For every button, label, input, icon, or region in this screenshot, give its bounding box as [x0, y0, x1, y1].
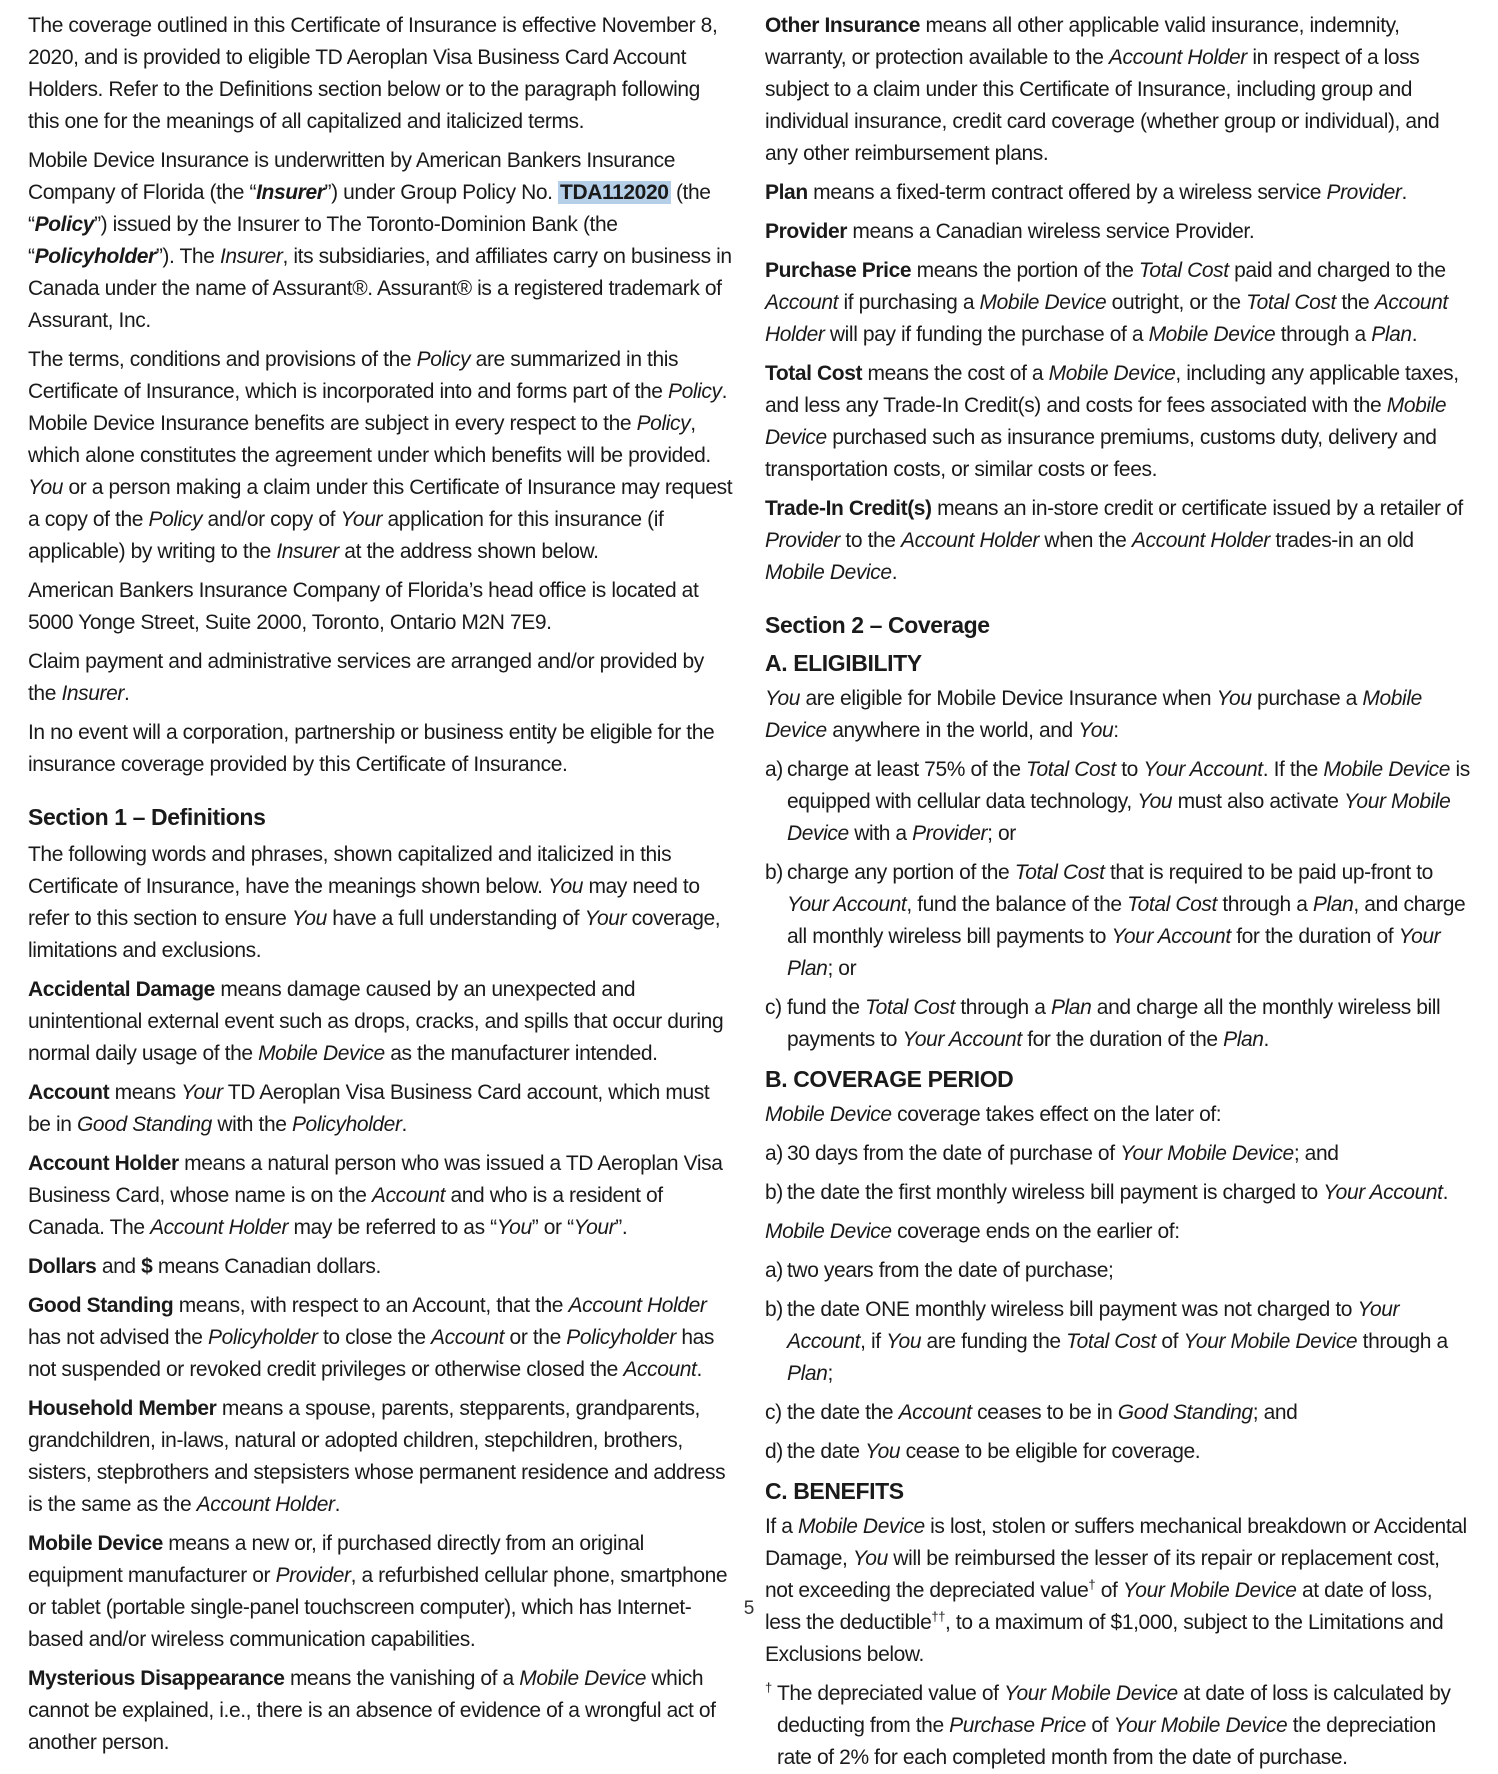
definition-mobile-device: Mobile Device means a new or, if purchased directly from an original equipment manufacturer or Provider, a refurbished cellular phone, smartphone or tablet (portable single-panel touchscreen computer), which has Internet-based and/or wireless communication capabilities.: [28, 1532, 728, 1651]
benefits-paragraph: If a Mobile Device is lost, stolen or suffers mechanical breakdown or Accidental Damage, You will be reimbursed the lesser of its repair or replacement cost, not exceeding the depreciated value† of Your Mobile Device at date of loss, less the deductible††, to a maximum of $1,000, subject to the Limitations and Exclusions below.: [765, 1515, 1467, 1666]
list-item: b) the date ONE monthly wireless bill payment was not charged to Your Account, if You are funding the Total Cost of Your Mobile Device through a Plan;: [765, 1298, 1448, 1385]
coverage-period-heading: B. COVERAGE PERIOD: [765, 1066, 1014, 1092]
list-item: a) two years from the date of purchase;: [765, 1259, 1114, 1282]
definition-mysterious-disappearance: Mysterious Disappearance means the vanishing of a Mobile Device which cannot be explained, i.e., there is an absence of evidence of a wrongful act of another person.: [28, 1667, 716, 1754]
list-item: c) the date the Account ceases to be in Good Standing; and: [765, 1401, 1298, 1424]
section2-heading: Section 2 – Coverage: [765, 612, 990, 638]
list-item: b) charge any portion of the Total Cost that is required to be paid up-front to Your Account, fund the balance of the Total Cost through a Plan, and charge all monthly wireless bill payments to Your Account for the duration of Your Plan; or: [765, 861, 1466, 980]
eligibility-intro: You are eligible for Mobile Device Insurance when You purchase a Mobile Device anywhere in the world, and You:: [765, 687, 1422, 742]
footnote-depreciation: † The depreciated value of Your Mobile Device at date of loss is calculated by deducting from the Purchase Price of Your Mobile Device the depreciation rate of 2% for each completed month from the date of purchase.: [765, 1680, 1451, 1769]
definition-account: Account means Your TD Aeroplan Visa Business Card account, which must be in Good Standing with the Policyholder.: [28, 1081, 710, 1136]
policy-number-highlight: TDA112020: [560, 181, 669, 204]
list-item: d) the date You cease to be eligible for coverage.: [765, 1440, 1201, 1463]
list-item: b) the date the first monthly wireless bill payment is charged to Your Account.: [765, 1181, 1449, 1204]
right-column: [765, 10, 1470, 1774]
section1-heading: Section 1 – Definitions: [28, 804, 266, 830]
definition-good-standing: Good Standing means, with respect to an Account, that the Account Holder has not advised the Policyholder to close the Account or the Policyholder has not suspended or revoked credit privileges or otherwise closed the Account.: [28, 1294, 714, 1381]
left-column: [28, 10, 733, 1766]
definition-trade-in-credit: Trade-In Credit(s) means an in-store credit or certificate issued by a retailer of Provider to the Account Holder when the Account Holder trades-in an old Mobile Device.: [765, 497, 1463, 584]
definition-household-member: Household Member means a spouse, parents, stepparents, grandparents, grandchildren, in-laws, natural or adopted children, stepchildren, brothers, sisters, stepbrothers and stepsisters whose permanent residence and address is the same as the Account Holder.: [28, 1397, 726, 1516]
definition-purchase-price: Purchase Price means the portion of the Total Cost paid and charged to the Account if purchasing a Mobile Device outright, or the Total Cost the Account Holder will pay if funding the purchase of a Mobile Device through a Plan.: [765, 259, 1448, 346]
definition-provider: Provider means a Canadian wireless service Provider.: [765, 220, 1255, 243]
definition-other-insurance: Other Insurance means all other applicable valid insurance, indemnity, warranty, or protection available to the Account Holder in respect of a loss subject to a claim under this Certificate of Insurance, including group and individual insurance, credit card coverage (whether group or individual), and any other reimbursement plans.: [765, 14, 1440, 165]
coverage-end-intro: Mobile Device coverage ends on the earlier of:: [765, 1220, 1180, 1243]
definition-dollars: Dollars and $ means Canadian dollars.: [28, 1255, 381, 1278]
list-item: c) fund the Total Cost through a Plan and charge all the monthly wireless bill payments to Your Account for the duration of the Plan.: [765, 996, 1441, 1051]
definition-accidental-damage: Accidental Damage means damage caused by an unexpected and unintentional external event such as drops, cracks, and spills that occur during normal daily usage of the Mobile Device as the manufacturer intended.: [28, 978, 724, 1065]
intro-claims: Claim payment and administrative services are arranged and/or provided by the Insurer.: [28, 650, 704, 705]
intro-underwriter: Mobile Device Insurance is underwritten by American Bankers Insurance Company of Florida (the “Insurer”) under Group Policy No. TDA112020 (the “Policy”) issued by the Insurer to The Toronto-Dominion Bank (the “Policyholder”). The Insurer, its subsidiaries, and affiliates carry on business in Canada under the name of Assurant®. Assurant® is a registered trademark of Assurant, Inc.: [28, 149, 732, 332]
list-item: a) charge at least 75% of the Total Cost to Your Account. If the Mobile Device is equipped with cellular data technology, You must also activate Your Mobile Device with a Provider; or: [765, 758, 1470, 845]
definition-plan: Plan means a fixed-term contract offered by a wireless service Provider.: [765, 181, 1407, 204]
intro-effective: The coverage outlined in this Certificate of Insurance is effective November 8, 2020, and is provided to eligible TD Aeroplan Visa Business Card Account Holders. Refer to the Definitions section below or to the paragraph following this one for the meanings of all capitalized and italicized terms.: [28, 14, 718, 133]
intro-head-office: American Bankers Insurance Company of Florida’s head office is located at 5000 Yonge Street, Suite 2000, Toronto, Ontario M2N 7E9.: [28, 579, 699, 634]
coverage-start-intro: Mobile Device coverage takes effect on the later of:: [765, 1103, 1222, 1126]
intro-eligibility-note: In no event will a corporation, partnership or business entity be eligible for the insurance coverage provided by this Certificate of Insurance.: [28, 721, 715, 776]
definition-total-cost: Total Cost means the cost of a Mobile Device, including any applicable taxes, and less any Trade-In Credit(s) and costs for fees associated with the Mobile Device purchased such as insurance premiums, customs duty, delivery and transportation costs, or similar costs or fees.: [765, 362, 1459, 481]
benefits-heading: C. BENEFITS: [765, 1478, 904, 1504]
definition-account-holder: Account Holder means a natural person who was issued a TD Aeroplan Visa Business Card, whose name is on the Account and who is a resident of Canada. The Account Holder may be referred to as “You” or “Your”.: [28, 1152, 723, 1239]
eligibility-heading: A. ELIGIBILITY: [765, 650, 922, 676]
page-number: 5: [743, 1598, 755, 1619]
intro-terms: The terms, conditions and provisions of the Policy are summarized in this Certificate of Insurance, which is incorporated into and forms part of the Policy. Mobile Device Insurance benefits are subject in every respect to the Policy, which alone constitutes the agreement under which benefits will be provided. You or a person making a claim under this Certificate of Insurance may request a copy of the Policy and/or copy of Your application for this insurance (if applicable) by writing to the Insurer at the address shown below.: [28, 348, 733, 563]
list-item: a) 30 days from the date of purchase of Your Mobile Device; and: [765, 1142, 1339, 1165]
section1-intro: The following words and phrases, shown capitalized and italicized in this Certificate of Insurance, have the meanings shown below. You may need to refer to this section to ensure You have a full understanding of Your coverage, limitations and exclusions.: [28, 843, 721, 962]
